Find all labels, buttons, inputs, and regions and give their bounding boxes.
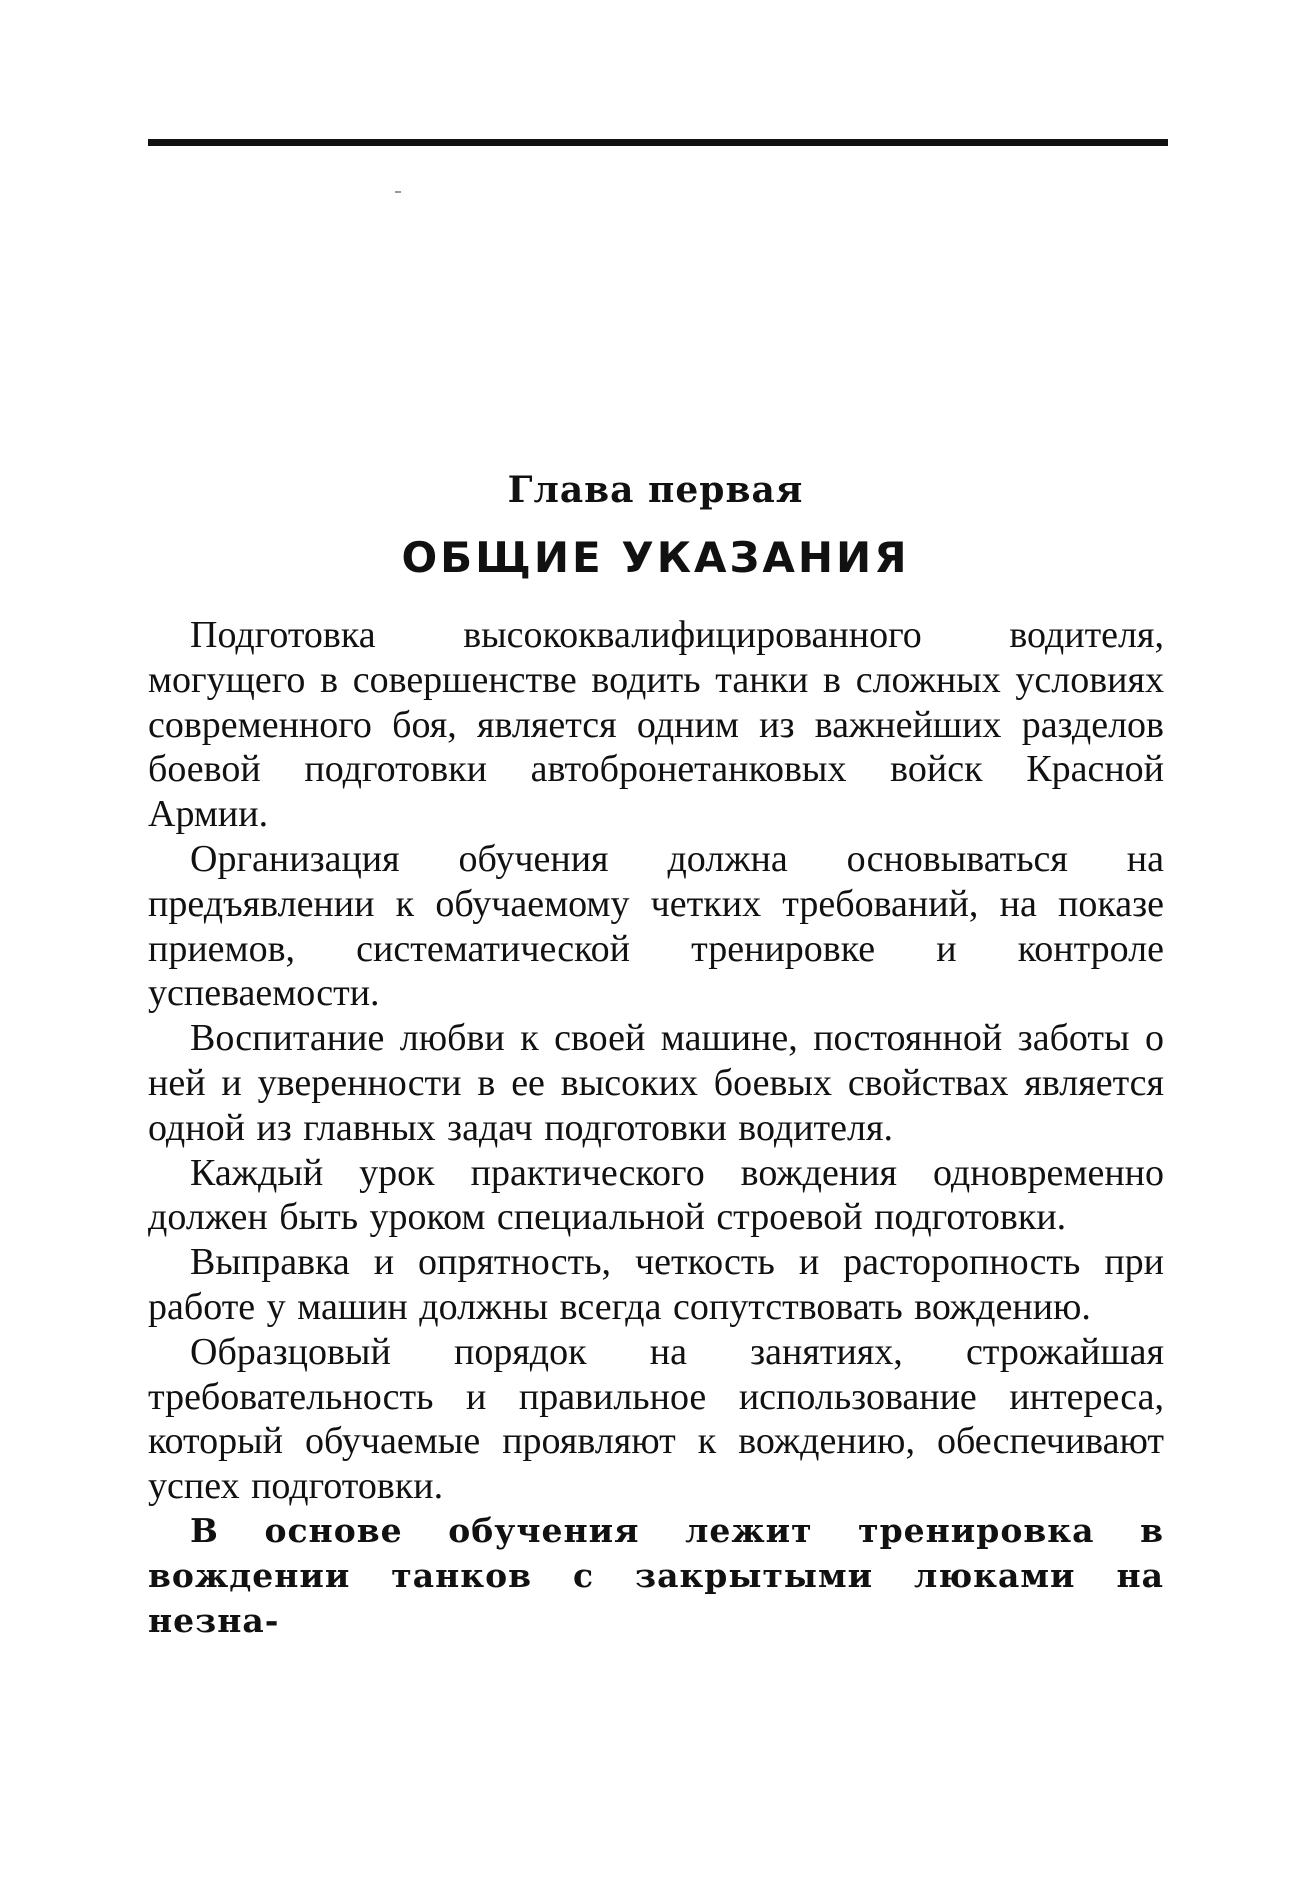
bold-paragraph: В основе обучения лежит тренировка в вождении танков с закрытыми люками на незна- bbox=[148, 1510, 1164, 1640]
paragraph: Образцовый порядок на занятиях, строжайшая требовательность и правильное использование интереса, который обучаемые проявляют к вождению, обеспечивают успех подготовки. bbox=[148, 1330, 1164, 1508]
paragraph: Подготовка высококвалифицированного водителя, могущего в совершенстве водить танки в сложных условиях современного боя, является одним из важнейших разделов боевой подготовки автобронетанковых войск Красной Армии. bbox=[148, 614, 1164, 836]
paragraph: Выправка и опрятность, четкость и расторопность при работе у машин должны всегда сопутствовать вождению. bbox=[148, 1241, 1164, 1328]
paragraph: Каждый урок практического вождения одновременно должен быть уроком специальной строевой подготовки. bbox=[148, 1151, 1164, 1239]
top-rule bbox=[148, 139, 1168, 146]
paragraph: Воспитание любви к своей машине, постоянной заботы о ней и уверенности в ее высоких боевых свойствах является одной из главных задач подготовки водителя. bbox=[148, 1017, 1164, 1149]
chapter-label: Глава первая bbox=[507, 469, 804, 511]
paragraph: Организация обучения должна основываться на предъявлении к обучаемому четких требований, на показе приемов, систематической тренировке и контроле успеваемости. bbox=[148, 837, 1164, 1015]
scan-speck bbox=[395, 191, 401, 193]
body-text bbox=[148, 613, 1164, 1643]
chapter-title: ОБЩИЕ УКАЗАНИЯ bbox=[401, 533, 910, 582]
